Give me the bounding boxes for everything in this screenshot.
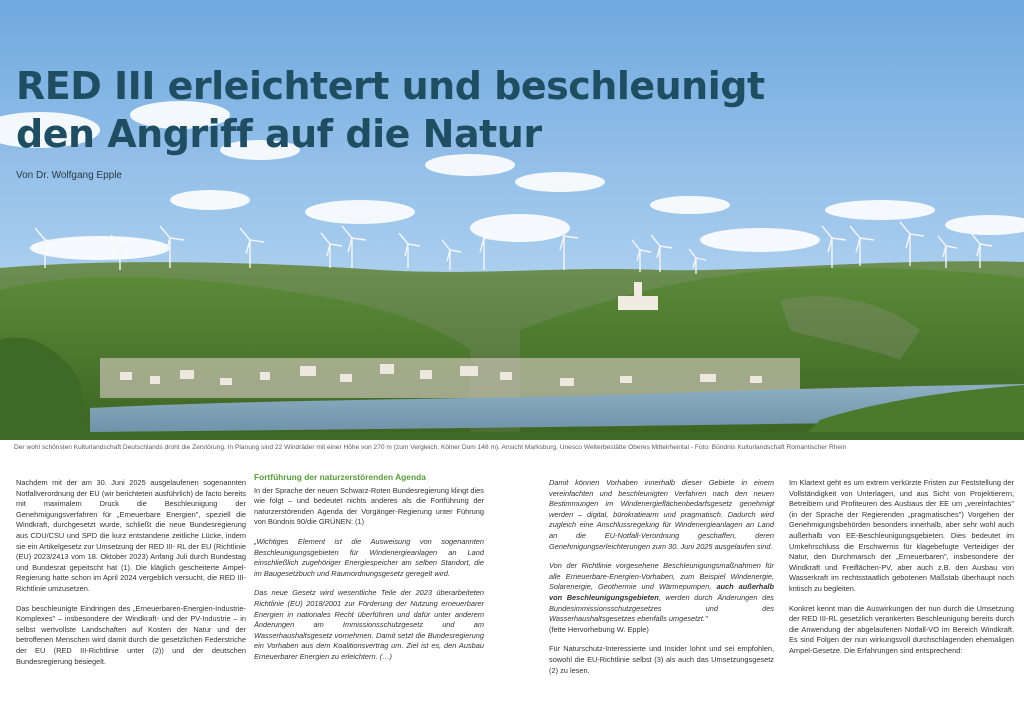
- bold-emphasis: auch außerhalb von Beschleunigungsgebieten: [549, 582, 774, 602]
- quote-paragraph: „Wichtiges Element ist die Ausweisung von sogenannten Beschleunigungsgebieten für Windenergieanlagen an Land einschließlich zugehöriger Energiespeicher am selben Standort, die im Baugesetzbuch und Raumordnungsgesetz geregelt wird.: [254, 536, 484, 578]
- paragraph: Für Naturschutz-Interessierte und Insider lohnt und sei empfohlen, sowohl die EU-Richtlinie selbst (3) als auch das Umsetzungsgesetz (2) zu lesen.: [549, 644, 774, 675]
- section-heading: Fortführung der naturzerstörenden Agenda: [254, 472, 426, 482]
- article-title: [16, 62, 765, 158]
- emphasis-note: (fette Hervorhebung W. Epple): [549, 624, 649, 634]
- text-column-4: [789, 478, 1014, 666]
- quote-text: Von der Richtlinie vorgesehene Beschleunigungsmaßnahmen für alle Erneuerbare-Energien-Vorhaben, zum Beispiel Windenergie, Solarenergie, Geothermie und Wärmepumpen,: [549, 561, 774, 592]
- text-column-1: [16, 478, 246, 676]
- paragraph: Nachdem mit der am 30. Juni 2025 ausgelaufenen sogenannten Notfallverordnung der EU (wir berichteten ausführlich) de facto bereits mit maximalem Druck die Beschleunigung der Genehmigungsverfahren für „Erneuerbare Energien", speziell die Windkraft, durchgesetzt wurde, schließt die neue Bundesregierung aus CDU/CSU und SPD die kurz entstandene zeitliche Lücke, indem sie ein Artikelgesetz zur Umsetzung der RED III- RL der EU (Richtlinie (EU) 2023/2413 vom 18. Oktober 2023) Anfang Juli durch Bundestag und Bundesrat gepeitscht hat (1). Die kläglich gescheiterte Ampel-Regierung hatte schon im April 2024 vergeblich versucht, die RED III-Richtlinie umzusetzen.: [16, 478, 246, 593]
- text-column-3: [549, 478, 774, 685]
- paragraph: Im Klartext geht es um extrem verkürzte Fristen zur Feststellung der Vollständigkeit von Unterlagen, und aus Sicht von Projektierern, Betreibern und Profiteuren des Ausbaus der EE um „vereinfachtes" (in der Sprache der Regierenden „pragmatisches") Vorgehen der Genehmigungsbehörden besonders innerhalb, aber sehr wohl auch außerhalb von EE-Beschleunigungsgebieten. Dies bedeutet im Umkehrschluss die Erschwernis für klagebefugte Verteidiger der Natur, den Durchmarsch der „Erneuerbaren", insbesondere der Windkraft und Freiflächen-PV, aber auch z.B. den Ausbau von Wasserkraft im rechtsstaatlich gebotenen Maßstab überhaupt noch kritisch zu begleiten.: [789, 478, 1014, 593]
- quote-paragraph: Das neue Gesetz wird wesentliche Teile der 2023 überarbeiteten Richtlinie (EU) 2018/2001 zur Förderung der Nutzung erneuerbarer Energien in nationales Recht überführen und dafür unter anderem Änderungen am Immissionsschutzgesetz und am Wasserhaushaltsgesetz vornehmen. Damit setzt die Bundesregierung ein Vorhaben aus dem Koalitionsvertrag um. Ziel ist es, den Ausbau Erneuerbarer Energien zu erleichtern. (…): [254, 588, 484, 661]
- paragraph: In der Sprache der neuen Schwarz-Roten Bundesregierung klingt dies wie folgt – und bedeutet nichts anderes als die Fortführung der naturzerstörenden Agenda der Vorgänger-Regierung unter Führung von Bündnis 90/die GRÜNEN: (1): [254, 485, 484, 527]
- paragraph: Konkret kennt man die Auswirkungen der nun durch die Umsetzung der RED III-RL gesetzlich verankerten Beschleunigung bereits durch die Anwendung der abgelaufenen Notfall-VO im Bereich Windkraft. Es sind Folgen der nun wirkungsvoll durchschlagenden ehemaligen Ampel-Gesetze. Die Erfahrungen sind entsprechend:: [789, 603, 1014, 655]
- author-byline: Von Dr. Wolfgang Epple: [16, 170, 122, 181]
- quote-text: , werden durch Änderungen des Bundesimmissionsschutzgesetzes und des Wasserhaushaltsgesetzes ebenfalls umgesetzt.": [549, 592, 775, 624]
- title-line-2: den Angriff auf die Natur: [16, 112, 542, 156]
- photo-caption: Der wohl schönsten Kulturlandschaft Deutschlands droht die Zerstörung. In Planung sind 22 Windräder mit einer Höhe von 270 m (zum Vergleich, Kölner Dom 148 m). Ansicht Marksburg, Unesco Welterbestätte Oberes Mittelrheintal - Foto: Bündnis Kulturlandschaft Romantischer Rhein: [14, 444, 847, 451]
- title-line-1: RED III erleichtert und beschleunigt: [16, 64, 765, 108]
- text-column-2: [254, 472, 484, 672]
- quote-paragraph: Damit können Vorhaben innerhalb dieser Gebiete in einem vereinfachten und beschleunigten Verfahren nach den neuen Bestimmungen im Windenergieflächenbedarfsgesetz genehmigt werden – digital, bürokratiearm und pragmatisch. Dadurch wird zugleich eine Anschlussregelung für Windenergieanlagen an Land an die EU-Notfall-Verordnung geschaffen, deren Genehmigungserleichterungen zum 30. Juni 2025 ausgelaufen sind.: [549, 478, 774, 551]
- quote-paragraph: [549, 561, 774, 635]
- paragraph: Das beschleunigte Eindringen des „Erneuerbaren-Energien-Industrie-Komplexes" – insbesondere der Windkraft- und der PV-Industrie – in selbst wertvollste Landschaften auf Kosten der Natur und der betroffenen Menschen wird damit durch die gesetzlichen Federstriche der EU (RED III-Richtlinie unter (2)) und der deutschen Bundesregierung besiegelt.: [16, 603, 246, 666]
